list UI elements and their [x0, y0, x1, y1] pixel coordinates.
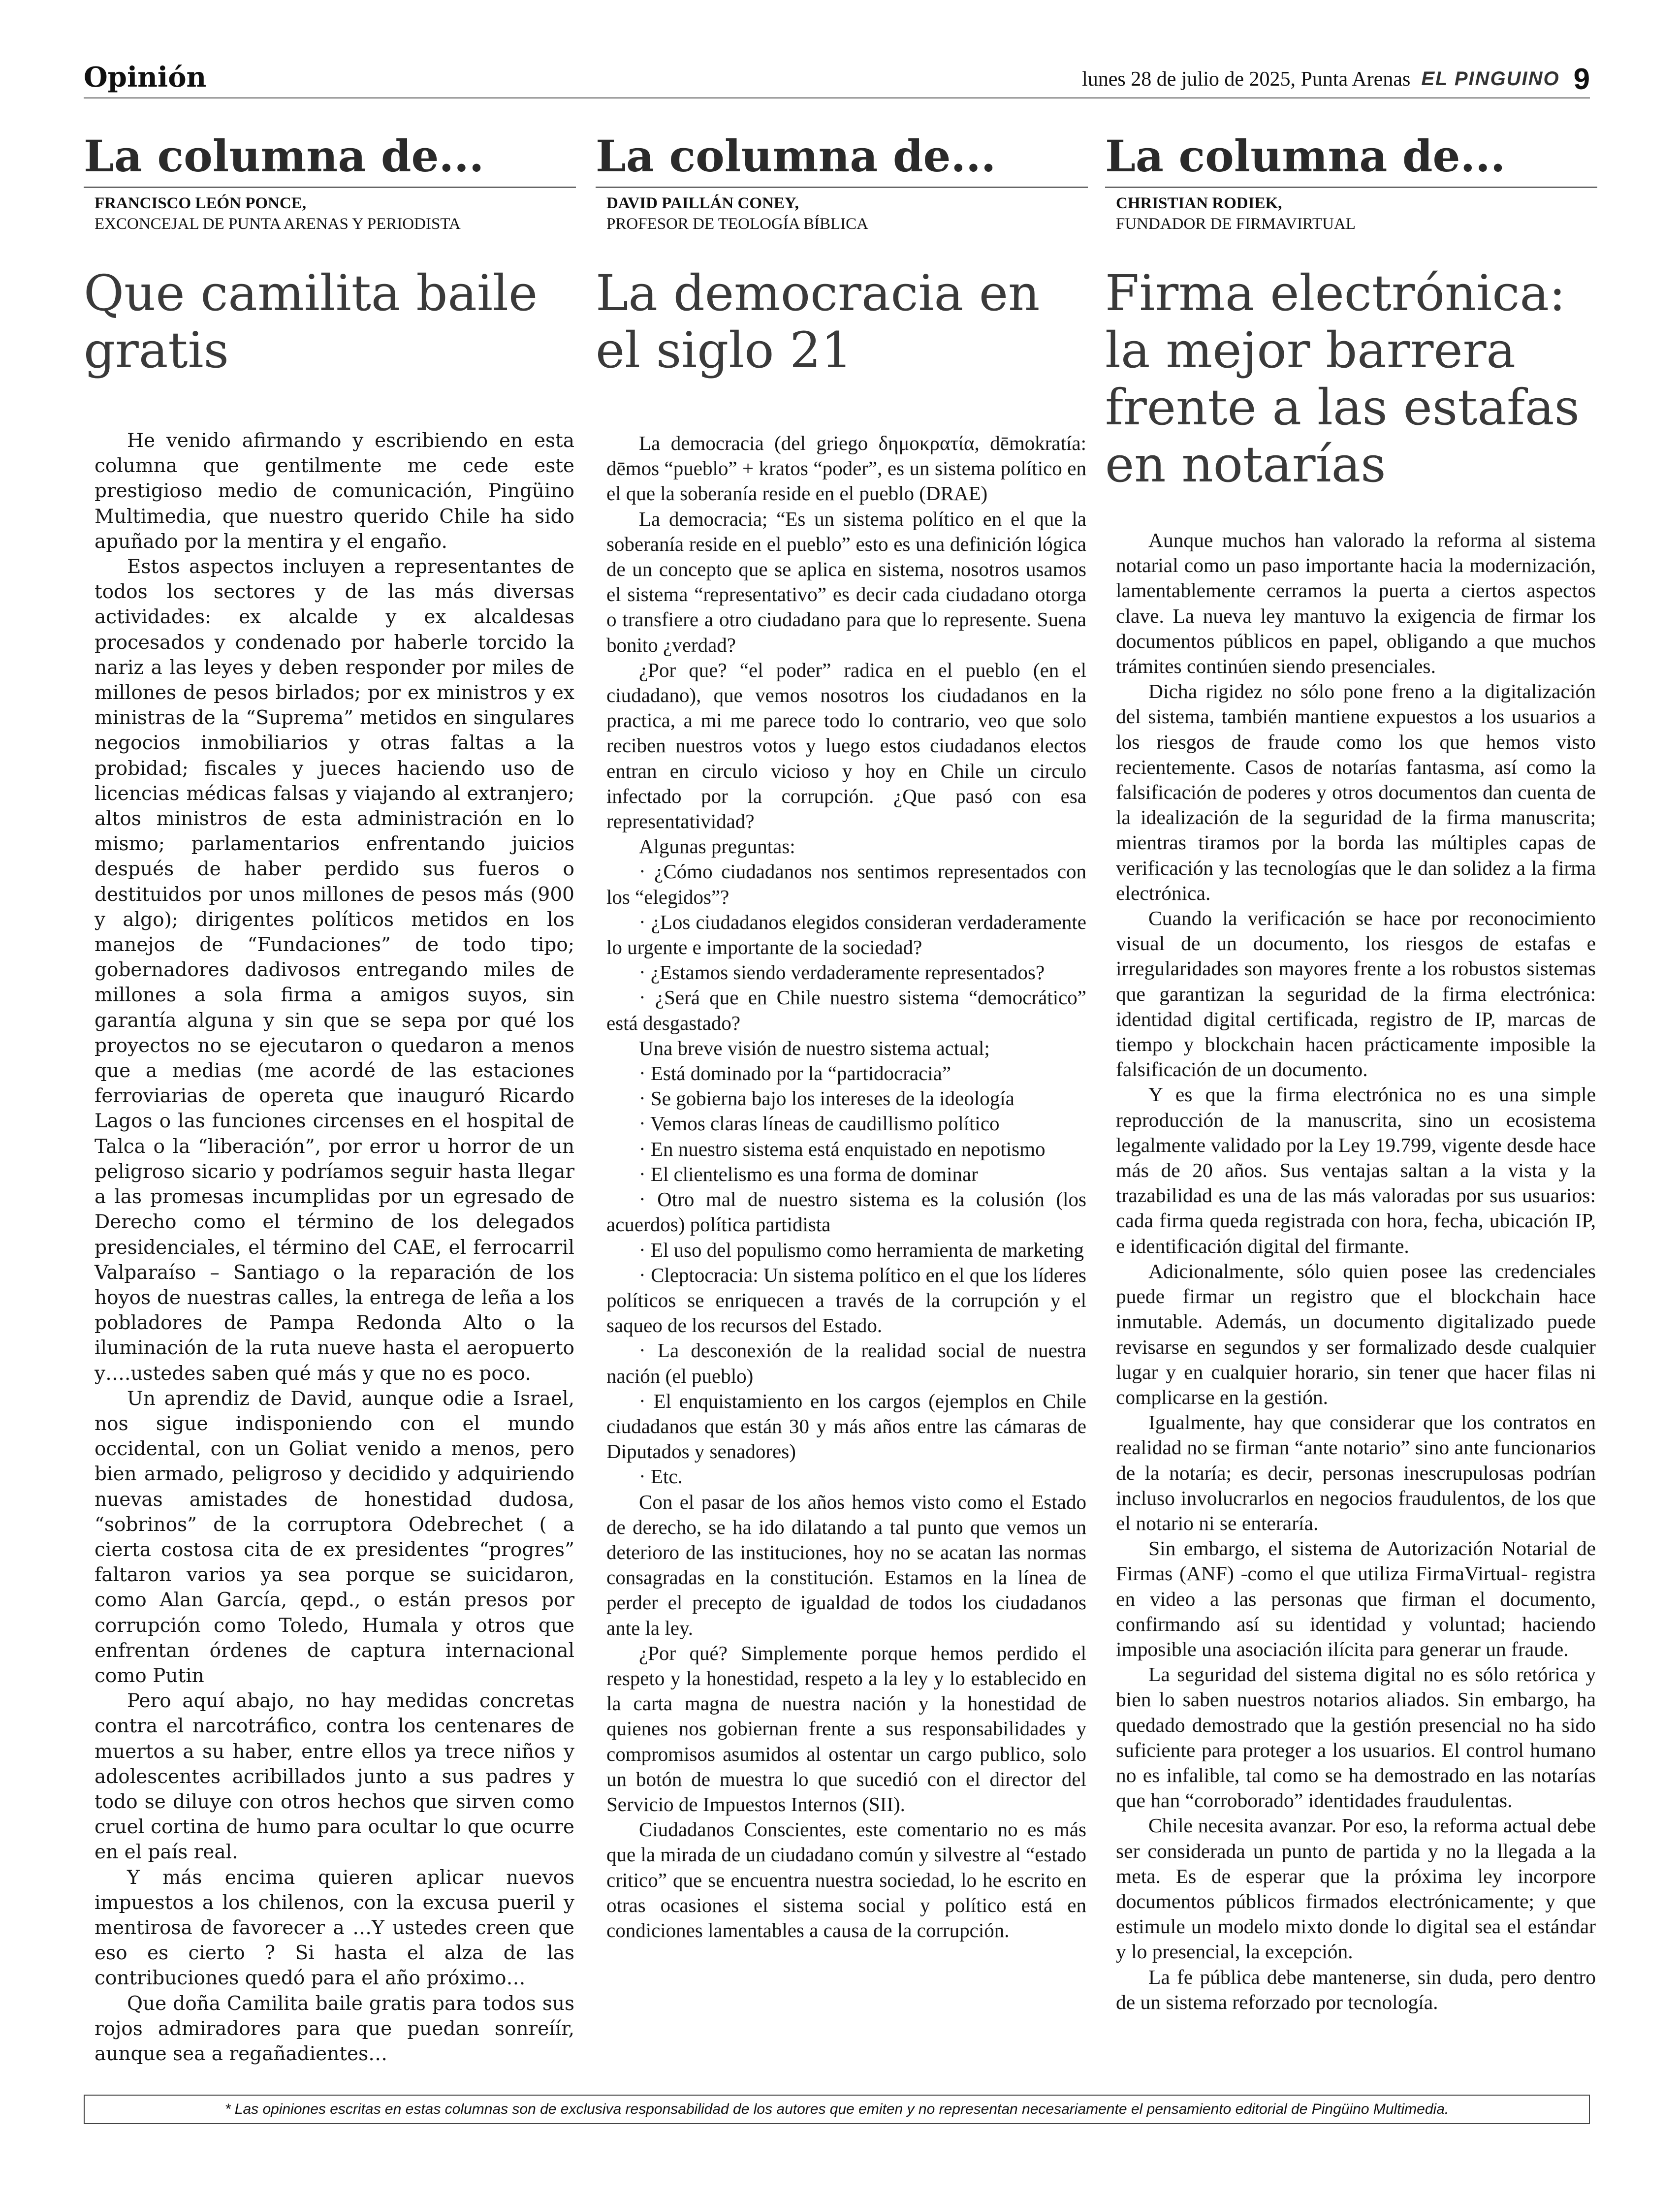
article-paragraph: Igualmente, hay que considerar que los contratos en realidad no se firman “ante notario” sino ante funcionarios de la notaría; es decir, personas inescrupulosas podrían incluso involucrarlos en negocios fraudulentos, de los que el notario ni se enteraría. [1116, 1411, 1596, 1534]
article-paragraph: He venido afirmando y escribiendo en esta columna que gentilmente me cede este prestigioso medio de comunicación, Pingüino Multimedia, que nuestro querido Chile ha sido apuñado por la mentira y el engaño. [95, 430, 574, 553]
article-paragraph: · El enquistamiento en los cargos (ejemplos en Chile ciudadanos que están 30 y más años entre las cámaras de Diputados y senadores) [606, 1389, 1086, 1463]
author-role: PROFESOR DE TEOLOGÍA BÍBLICA [606, 215, 869, 233]
article-body [95, 428, 574, 2067]
article-paragraph: ¿Por que? “el poder” radica en el pueblo (en el ciudadano), que vemos nosotros los ciudadanos en la practica, a mi me parece todo lo contrario, veo que solo reciben nuestros votos y luego estos ciudadanos electos entran en circulo vicioso y hoy en Chile un circulo infectado por la corrupción. ¿Que pasó con esa representatividad? [606, 658, 1086, 833]
column-rodiek [1105, 130, 1597, 2015]
column-label: La columna de... [596, 130, 1088, 188]
disclaimer-box: * Las opiniones escritas en estas columnas son de exclusiva responsabilidad de los autores que emiten y no representan necesariamente el pensamiento editorial de Pingüino Multimedia. [84, 2095, 1590, 2124]
article-paragraph: Cuando la verificación se hace por reconocimiento visual de un documento, los riesgos de estafas e irregularidades son mayores frente a los robustos sistemas que garantizan la seguridad de la firma electrónica: identidad digital certificada, registro de IP, marcas de tiempo y blockchain hacen prácticamente imposible la falsificación de un documento. [1116, 907, 1596, 1081]
article-paragraph: · Vemos claras líneas de caudillismo político [639, 1112, 1000, 1135]
dateline: lunes 28 de julio de 2025, Punta Arenas [1082, 67, 1411, 91]
article-paragraph: Pero aquí abajo, no hay medidas concretas contra el narcotráfico, contra los centenares de muertos a su haber, entre ellos ya trece niños y adolescentes acribillados junto a sus padres y todo se diluye con otros hechos que sirven como cruel cortina de humo para ocultar lo que ocurre en el país real. [95, 1690, 574, 1864]
article-paragraph: La democracia; “Es un sistema político en el que la soberanía reside en el pueblo” esto es una definición lógica de un concepto que se aplica en sistema, nosotros usamos el sistema “representativo” es decir cada ciudadano otorga o transfiere a otro ciudadano para que lo represente. Suena bonito ¿verdad? [606, 507, 1086, 656]
article-paragraph: · El uso del populismo como herramienta de marketing [639, 1238, 1084, 1261]
column-label: La columna de... [84, 130, 576, 188]
article-paragraph: Y más encima quieren aplicar nuevos impuestos a los chilenos, con la excusa pueril y mentirosa de favorecer a …Y ustedes creen que eso es cierto ? Si hasta el alza de las contribuciones quedó para el año próximo… [95, 1866, 574, 1990]
section-title: Opinión [84, 61, 207, 94]
author-role: EXCONCEJAL DE PUNTA ARENAS Y PERIODISTA [95, 215, 461, 233]
author-name: DAVID PAILLÁN CONEY, [606, 194, 799, 212]
article-paragraph: · ¿Será que en Chile nuestro sistema “democrático” está desgastado? [606, 986, 1086, 1034]
article-paragraph: La seguridad del sistema digital no es sólo retórica y bien lo saben nuestros notarios aliados. Sin embargo, ha quedado demostrado que la gestión presencial no ha sido suficiente para proteger a los usuarios. El control humano no es infalible, tal como se ha demostrado en las notarías que han “corroborado” identidades fraudulentas. [1116, 1663, 1596, 1812]
article-paragraph: La fe pública debe mantenerse, sin duda, pero dentro de un sistema reforzado por tecnología. [1116, 1965, 1596, 2013]
article-paragraph: Algunas preguntas: [639, 835, 795, 858]
article-paragraph: Aunque muchos han valorado la reforma al sistema notarial como un paso importante hacia la modernización, lamentablemente cerramos la puerta a ciertos aspectos clave. La nueva ley mantuvo la exigencia de firmar los documentos públicos en papel, obligando a que muchos trámites continúen siendo presenciales. [1116, 529, 1596, 678]
article-paragraph: Adicionalmente, sólo quien posee las credenciales puede firmar un registro que el blockchain hace inmutable. Además, un documento digitalizado puede revisarse en segundos y ser formalizado desde cualquier lugar y en cualquier horario, sin tener que hacer filas ni complicarse en la gestión. [1116, 1259, 1596, 1408]
column-paillan-coney [596, 130, 1088, 1943]
newspaper-logo: EL PINGUINO [1421, 68, 1560, 90]
article-paragraph: ¿Por qué? Simplemente porque hemos perdido el respeto y la honestidad, respeto a la ley y lo establecido en la carta magna de nuestra nación y la honestidad de quienes nos gobiernan frente a sus responsabilidades y compromisos asumidos al ostentar un cargo publico, solo un botón de muestra lo que sucedió con el director del Servicio de Impuestos Internos (SII). [606, 1641, 1086, 1816]
article-paragraph: · El clientelismo es una forma de dominar [639, 1162, 978, 1185]
article-paragraph: Chile necesita avanzar. Por eso, la reforma actual debe ser considerada un punto de partida y no la llegada a la meta. Es de esperar que la próxima ley incorpore documentos públicos firmados electrónicamente; y que estimule un modelo mixto donde lo digital sea el estándar y lo presencial, la excepción. [1116, 1814, 1596, 1963]
article-paragraph: · Etc. [639, 1465, 683, 1488]
article-headline: Que camilita baile gratis [84, 264, 538, 379]
article-body [1116, 528, 1596, 2015]
column-label: La columna de... [1105, 130, 1597, 188]
author-name: CHRISTIAN RODIEK, [1116, 194, 1282, 212]
article-paragraph: La democracia (del griego δημοκρατία, dēmokratía: dēmos “pueblo” + kratos “poder”, es un sistema político en el que la soberanía reside en el pueblo (DRAE) [606, 432, 1086, 505]
author-name: FRANCISCO LEÓN PONCE, [95, 194, 306, 212]
header-right [1082, 62, 1590, 96]
article-body [606, 431, 1086, 1943]
article-paragraph: Estos aspectos incluyen a representantes de todos los sectores y de las más diversas actividades: ex alcalde y ex alcaldesas procesados y condenado por haberle torcido la nariz a las leyes y deben responder por miles de millones de pesos birlados; por ex ministros y ex ministras de la “Suprema” metidos en singulares negocios inmobiliarios y otras faltas a la probidad; fiscales y jueces haciendo uso de licencias médicas falsas y viajando al extranjero; altos ministros de esta administración en lo mismo; parlamentarios enfrentando juicios después de haber perdido sus fueros o destituidos por unos millones de pesos más (900 y algo); dirigentes políticos metidos en los manejos de “Fundaciones” de todo tipo; gobernadores dadivosos entregando miles de millones a sola firma a amigos suyos, sin garantía alguna y sin que se sepa por qué los proyectos no se ejecutaron o quedaron a menos que a medias (me acordé de las estaciones ferroviarias de opereta que inauguró Ricardo Lagos o las funciones circenses en el hospital de Talca o la “liberación”, por error u horror de un peligroso sicario y podríamos seguir hasta llegar a las promesas incumplidas por un egresado de Derecho como el término de los delegados presidenciales, el término del CAE, el ferrocarril Valparaíso – Santiago o la reparación de los hoyos de nuestras calles, la entrega de leña a los pobladores de Pampa Redonda Alto o la iluminación de la ruta nueve hasta el aeropuerto y….ustedes saben qué más y que no es poco. [95, 556, 574, 1385]
article-paragraph: · Cleptocracia: Un sistema político en el que los líderes políticos se enriquecen a través de la corrupción y el saqueo de los recursos del Estado. [606, 1263, 1086, 1337]
article-paragraph: · Otro mal de nuestro sistema es la colusión (los acuerdos) política partidista [606, 1188, 1086, 1236]
column-leon-ponce [84, 130, 576, 2067]
article-paragraph: · Está dominado por la “partidocracia” [639, 1062, 951, 1085]
article-paragraph: · ¿Los ciudadanos elegidos consideran verdaderamente lo urgente e importante de la sociedad? [606, 910, 1086, 959]
article-headline: Firma electrónica: la mejor barrera frente a las estafas en notarías [1105, 264, 1580, 493]
article-paragraph: · ¿Estamos siendo verdaderamente representados? [639, 961, 1045, 984]
article-paragraph: · ¿Cómo ciudadanos nos sentimos representados con los “elegidos”? [606, 860, 1086, 908]
article-paragraph: Ciudadanos Conscientes, este comentario no es más que la mirada de un ciudadano común y silvestre al “estado critico” que se encuentra nuestra sociedad, lo he escrito en otras ocasiones el sistema social y político está en condiciones lamentables a causa de la corrupción. [606, 1818, 1086, 1942]
page-number: 9 [1573, 63, 1590, 96]
article-paragraph: Dicha rigidez no sólo pone freno a la digitalización del sistema, también mantiene expuestos a los usuarios a los riesgos de fraude como los que hemos visto recientemente. Casos de notarías fantasma, así como la falsificación de poderes y otros documentos dan cuenta de la idealización de la seguridad de la firma manuscrita; mientras tiramos por la borda las múltiples capas de verificación y las tecnologías que le dan solidez a la firma electrónica. [1116, 680, 1596, 904]
article-paragraph: · En nuestro sistema está enquistado en nepotismo [639, 1137, 1046, 1160]
article-paragraph: Y es que la firma electrónica no es una simple reproducción de la manuscrita, sino un ecosistema legalmente validado por la Ley 19.799, vigente desde hace más de 20 años. Sus ventajas saltan a la vista y la trazabilidad es una de las más valoradas por sus usuarios: cada firma queda registrada con hora, fecha, ubicación IP, e identificación digital del firmante. [1116, 1083, 1596, 1257]
article-headline: La democracia en el siglo 21 [596, 264, 1040, 379]
article-paragraph: Que doña Camilita baile gratis para todos sus rojos admiradores para que puedan sonreíír, aunque sea a regañadientes… [95, 1992, 574, 2065]
author-role: FUNDADOR DE FIRMAVIRTUAL [1116, 215, 1356, 233]
page-header [84, 59, 1590, 98]
article-paragraph: · Se gobierna bajo los intereses de la ideología [639, 1087, 1014, 1110]
article-paragraph: Una breve visión de nuestro sistema actual; [639, 1036, 990, 1059]
article-paragraph: Sin embargo, el sistema de Autorización Notarial de Firmas (ANF) -como el que utiliza FirmaVirtual- registra en video a las personas que firman el documento, confirmando así su identidad y voluntad; haciendo imposible una asociación ilícita para generar un fraude. [1116, 1537, 1596, 1660]
article-paragraph: · La desconexión de la realidad social de nuestra nación (el pueblo) [606, 1339, 1086, 1387]
article-paragraph: Con el pasar de los años hemos visto como el Estado de derecho, se ha ido dilatando a tal punto que vemos un deterioro de las instituciones, hoy no se acatan las normas consagradas en la constitución. Estamos en la línea de perder el precepto de igualdad de todos los ciudadanos ante la ley. [606, 1490, 1086, 1639]
article-paragraph: Un aprendiz de David, aunque odie a Israel, nos sigue indisponiendo con el mundo occidental, con un Goliat venido a menos, pero bien armado, peligroso y decidido y adquiriendo nuevas amistades de honestidad dudosa, “sobrinos” de la corruptora Odebrechet ( a cierta costosa cita de ex presidentes “progres” faltaron varios ya sea porque se suicidaron, como Alan García, qepd., o están presos por corrupción como Toledo, Humala y otros que enfrentan órdenes de captura internacional como Putin [95, 1387, 574, 1687]
